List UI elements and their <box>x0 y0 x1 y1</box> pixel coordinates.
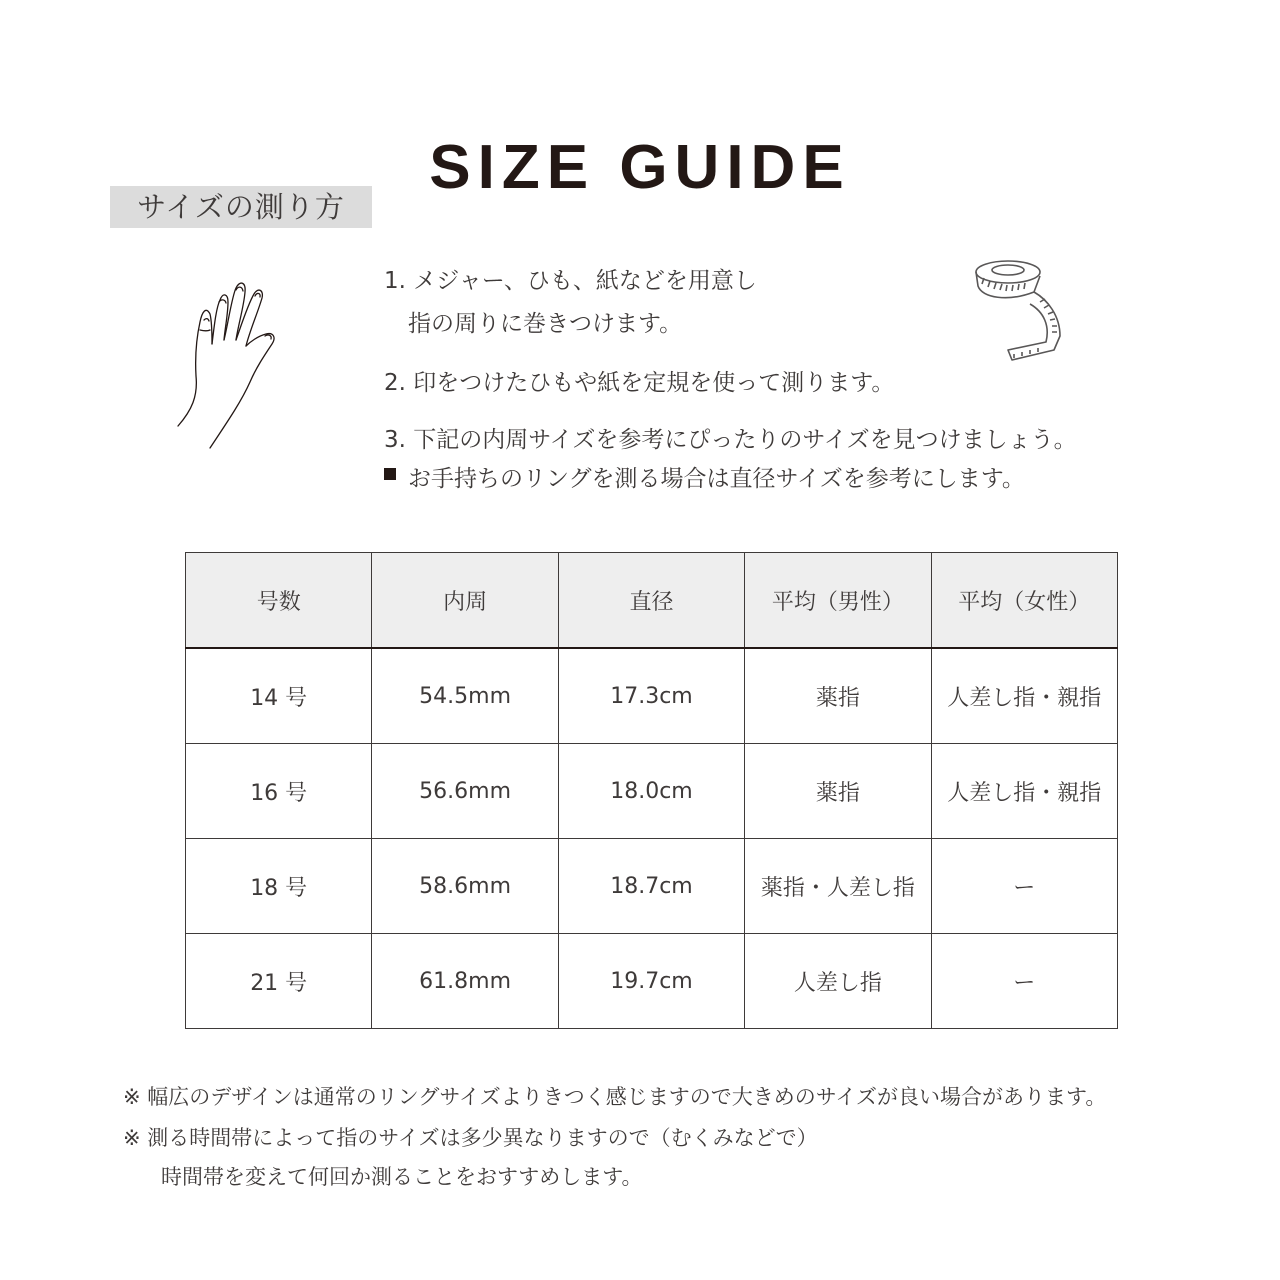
step-3-text: 3. 下記の内周サイズを参考にぴったりのサイズを見つけましょう。 <box>384 427 1077 453</box>
header-inner-circumference: 内周 <box>372 553 558 649</box>
cell-average-female: ー <box>931 839 1117 934</box>
cell-average-male: 薬指 <box>745 648 931 744</box>
step-1-continuation: 指の周りに巻きつけます。 <box>408 311 683 337</box>
cell-size-number: 16 号 <box>186 744 372 839</box>
cell-size-number: 18 号 <box>186 839 372 934</box>
cell-average-female: 人差し指・親指 <box>931 648 1117 744</box>
cell-size-number: 21 号 <box>186 934 372 1029</box>
step-2-text: 2. 印をつけたひもや紙を定規を使って測ります。 <box>384 370 895 396</box>
cell-inner-circumference: 58.6mm <box>372 839 558 934</box>
cell-average-female: 人差し指・親指 <box>931 744 1117 839</box>
footnote-time-of-day: ※ 測る時間帯によって指のサイズは多少異なりますので（むくみなどで） <box>123 1126 818 1150</box>
table-row <box>186 744 1118 839</box>
hand-icon <box>170 278 285 453</box>
cell-diameter: 17.3cm <box>558 648 744 744</box>
page-title: SIZE GUIDE <box>429 133 851 202</box>
footnote-wide-design: ※ 幅広のデザインは通常のリングサイズよりきつく感じますので大きめのサイズが良い場合があります。 <box>123 1085 1107 1109</box>
cell-average-female: ー <box>931 934 1117 1029</box>
measuring-tape-icon <box>968 256 1068 364</box>
cell-size-number: 14 号 <box>186 648 372 744</box>
cell-inner-circumference: 61.8mm <box>372 934 558 1029</box>
cell-average-male: 人差し指 <box>745 934 931 1029</box>
header-average-female: 平均（女性） <box>931 553 1117 649</box>
note-text: お手持ちのリングを測る場合は直径サイズを参考にします。 <box>408 466 1025 492</box>
square-bullet-icon <box>384 468 396 480</box>
footnote-time-of-day-continuation: 時間帯を変えて何回か測ることをおすすめします。 <box>161 1165 643 1189</box>
cell-diameter: 18.7cm <box>558 839 744 934</box>
size-table <box>185 552 1118 1029</box>
header-size-number: 号数 <box>186 553 372 649</box>
table-row <box>186 934 1118 1029</box>
cell-diameter: 19.7cm <box>558 934 744 1029</box>
table-row <box>186 839 1118 934</box>
cell-inner-circumference: 54.5mm <box>372 648 558 744</box>
section-label: サイズの測り方 <box>110 186 372 228</box>
header-average-male: 平均（男性） <box>745 553 931 649</box>
cell-diameter: 18.0cm <box>558 744 744 839</box>
cell-inner-circumference: 56.6mm <box>372 744 558 839</box>
cell-average-male: 薬指・人差し指 <box>745 839 931 934</box>
step-1-text: 1. メジャー、ひも、紙などを用意し <box>384 268 757 294</box>
table-header-row <box>186 553 1118 649</box>
table-row <box>186 648 1118 744</box>
header-diameter: 直径 <box>558 553 744 649</box>
cell-average-male: 薬指 <box>745 744 931 839</box>
